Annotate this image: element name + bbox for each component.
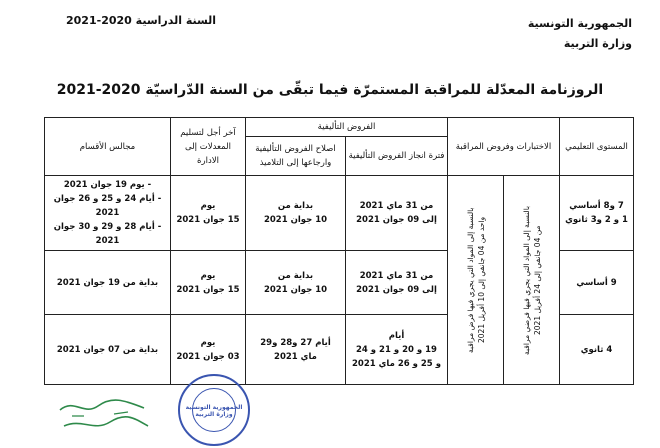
row-level: 4 ثانوي — [560, 315, 634, 385]
row-level: 7 و8 أساسي 1 و 2 و3 ثانوي — [560, 176, 634, 251]
header-synthesis: الفروض التأليفية — [246, 118, 448, 137]
signature — [54, 392, 154, 442]
document-title: الروزنامة المعدّلة للمراقبة المستمرّة فيما تبقّى من السنة الدّراسيّة 2020-2021 — [56, 82, 604, 98]
header-right — [528, 14, 632, 54]
row-correction: بداية من 10 جوان 2021 — [246, 176, 346, 251]
row-period: من 31 ماي 2021 إلى 09 جوان 2021 — [346, 176, 448, 251]
stamp-text: الجمهورية التونسية وزارة التربية — [185, 404, 243, 418]
row-deadline: يوم 15 جوان 2021 — [171, 176, 246, 251]
row-correction: أيام 27 و28 و29 ماي 2021 — [246, 315, 346, 385]
header-period: فترة انجاز الفروض التأليفية — [346, 137, 448, 176]
ministry-label: وزارة التربية — [563, 37, 632, 50]
header-level: المستوى التعليمي — [560, 118, 634, 176]
header-exams: الاختبارات وفروض المراقبة — [448, 118, 560, 176]
row-councils: بداية من 19 جوان 2021 — [45, 251, 171, 315]
row-period: من 31 ماي 2021 إلى 09 جوان 2021 — [346, 251, 448, 315]
header-deadline: آخر أجل لتسليم المعدلات إلى الادارة — [171, 118, 246, 176]
row-councils: - يوم 19 جوان 2021 - أيام 24 و 25 و 26 جوان 2021 - أيام 28 و 29 و 30 جوان 2021 — [45, 176, 171, 251]
schedule-table — [44, 117, 634, 385]
table-row — [45, 176, 634, 251]
row-councils: بداية من 07 جوان 2021 — [45, 315, 171, 385]
exams-note-a: بالنسبة إلى المواد التي يجري فيها فرض مراقبة واحد من 04 جانفي إلى 10 أفريل 2021 — [465, 207, 486, 353]
row-period: أيام 19 و 20 و 21 و 24 و 25 و 26 ماي 2021 — [346, 315, 448, 385]
header-councils: مجالس الأقسام — [45, 118, 171, 176]
row-deadline: يوم 03 جوان 2021 — [171, 315, 246, 385]
row-level: 9 أساسي — [560, 251, 634, 315]
header-correction: اصلاح الفروض التأليفية وارجاعها إلى التلاميذ — [246, 137, 346, 176]
school-year-label: السنة الدراسية 2020-2021 — [66, 14, 217, 27]
republic-label: الجمهورية التونسية — [527, 17, 632, 30]
header-row-1 — [45, 118, 634, 137]
row-correction: بداية من 10 جوان 2021 — [246, 251, 346, 315]
exams-note-b-cell — [504, 176, 560, 385]
exams-note-a-cell — [448, 176, 504, 385]
exams-note-b: بالنسبة إلى المواد التي يجري فيها فرضي مراقبة من 04 جانفي إلى 24 أفريل 2021 — [521, 205, 542, 355]
row-deadline: يوم 15 جوان 2021 — [171, 251, 246, 315]
